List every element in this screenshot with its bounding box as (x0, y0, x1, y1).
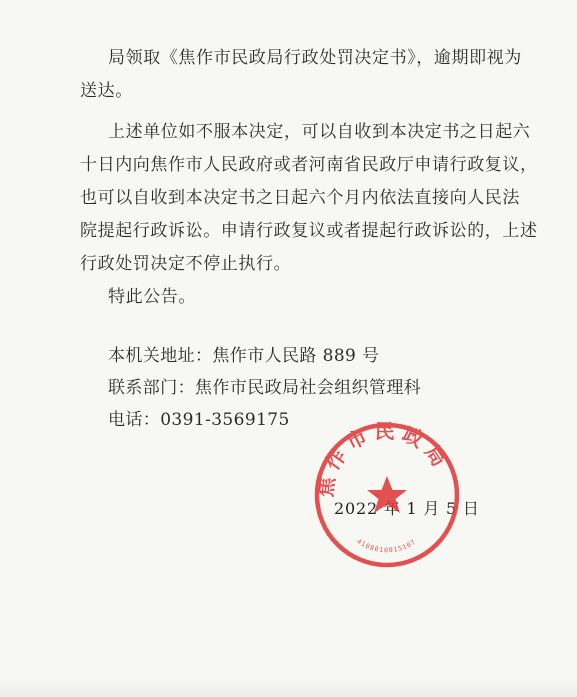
text-line: 院提起行政诉讼。申请行政复议或者提起行政诉讼的，上述 (80, 221, 538, 241)
paragraph-announcement (108, 281, 533, 314)
contact-address: 本机关地址：焦作市人民路 889 号 (108, 346, 380, 366)
paragraph-receipt-notice (80, 42, 522, 108)
text-line: 十日内向焦作市人民政府或者河南省民政厅申请行政复议， (80, 155, 538, 175)
text-line: 行政处罚决定不停止执行。 (80, 254, 292, 274)
document-date: 2022 年 1 月 5 日 (334, 499, 480, 518)
contact-phone: 电话：0391-3569175 (108, 410, 290, 430)
seal-text: 焦作市民政局 (312, 420, 455, 499)
contact-department: 联系部门：焦作市民政局社会组织管理科 (108, 378, 422, 398)
text-line: 也可以自收到本决定书之日起六个月内依法直接向人民法 (80, 188, 520, 208)
text-line: 局领取《焦作市民政局行政处罚决定书》，逾期即视为 (108, 48, 522, 68)
seal-code: 4108010015107 (355, 537, 418, 555)
text-line: 送达。 (80, 81, 133, 101)
paragraph-appeal-rights (80, 116, 538, 281)
seal-star-icon (367, 476, 407, 513)
page-bottom-edge (0, 679, 577, 697)
text-line: 特此公告。 (108, 287, 196, 307)
official-seal-stamp (312, 420, 462, 570)
text-line: 上述单位如不服本决定，可以自收到本决定书之日起六 (108, 122, 531, 142)
